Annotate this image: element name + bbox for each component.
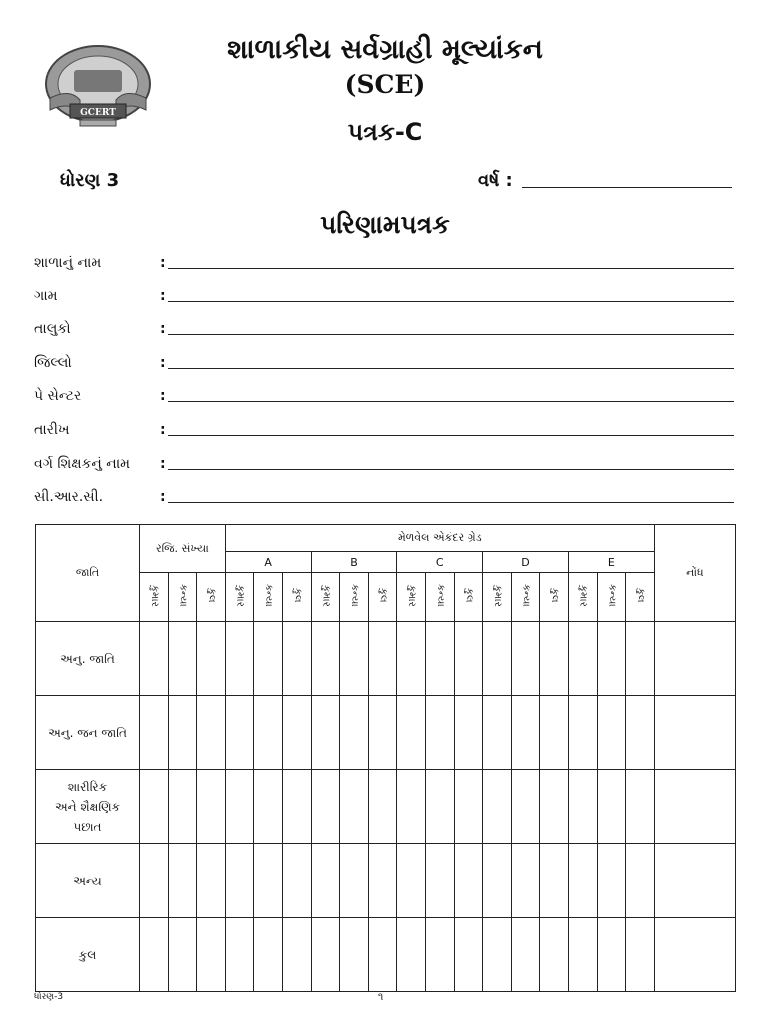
- form-field: [34, 321, 734, 345]
- table-cell[interactable]: [568, 844, 597, 918]
- table-cell[interactable]: [282, 696, 311, 770]
- field-label: પે સેન્ટર: [34, 388, 82, 404]
- field-label: જિલ્લો: [34, 355, 72, 371]
- table-cell[interactable]: [168, 844, 197, 918]
- field-colon: :: [160, 422, 166, 438]
- sub-header-label: કુલ: [463, 588, 475, 603]
- table-cell[interactable]: [454, 918, 483, 992]
- table-cell[interactable]: [282, 918, 311, 992]
- form-field: [34, 355, 734, 379]
- table-cell[interactable]: [511, 770, 540, 844]
- table-cell[interactable]: [368, 918, 397, 992]
- table-cell[interactable]: [197, 770, 226, 844]
- overall-grade-header: મેળવેલ એકંદર ગ્રેડ: [225, 525, 654, 552]
- table-cell[interactable]: [511, 918, 540, 992]
- table-cell[interactable]: [254, 770, 283, 844]
- sub-header-label: કુમાર: [577, 584, 589, 607]
- sub-header-label: કુમાર: [320, 584, 332, 607]
- table-cell[interactable]: [197, 696, 226, 770]
- row-label-line: અનુ. જાતિ: [60, 651, 115, 666]
- table-cell[interactable]: [397, 918, 426, 992]
- table-cell[interactable]: [225, 918, 254, 992]
- field-input-line[interactable]: [168, 401, 734, 402]
- gcert-logo: [40, 40, 156, 132]
- table-row: [36, 622, 736, 696]
- table-cell[interactable]: [568, 770, 597, 844]
- table-cell[interactable]: [340, 918, 369, 992]
- page-title: શાળાકીય સર્વગ્રાહી મૂલ્યાંકન: [227, 34, 543, 65]
- sub-header-cell: [568, 573, 597, 622]
- field-colon: :: [160, 355, 166, 371]
- sub-header-cell: [168, 573, 197, 622]
- row-label-line: અને શૈક્ષણિક: [54, 799, 121, 814]
- sub-header-cell: [540, 573, 569, 622]
- sub-header-label: કુલ: [377, 588, 389, 603]
- sub-header-label: કુલ: [635, 588, 646, 603]
- field-label: તાલુકો: [34, 321, 71, 337]
- field-input-line[interactable]: [168, 435, 734, 436]
- row-label-line: કુલ: [78, 947, 97, 962]
- row-label-line: અનુ. જન જાતિ: [48, 725, 127, 740]
- grade-header: D: [483, 552, 569, 573]
- field-input-line[interactable]: [168, 368, 734, 369]
- footer-grade: ધોરણ-3: [34, 992, 64, 1002]
- table-cell[interactable]: [140, 622, 169, 696]
- sub-header-label: કુમાર: [234, 584, 246, 607]
- results-table: [35, 524, 736, 992]
- table-cell[interactable]: [540, 622, 569, 696]
- table-cell[interactable]: [140, 696, 169, 770]
- field-input-line[interactable]: [168, 268, 734, 269]
- logo-text: GCERT: [80, 108, 116, 118]
- table-cell[interactable]: [540, 844, 569, 918]
- field-input-line[interactable]: [168, 502, 734, 503]
- table-row: [36, 844, 736, 918]
- field-colon: :: [160, 489, 166, 505]
- sub-header-label: કન્યા: [348, 584, 360, 607]
- field-colon: :: [160, 456, 166, 472]
- field-label: શાળાનું નામ: [34, 255, 102, 271]
- form-field: [34, 255, 734, 279]
- sub-header-cell: [511, 573, 540, 622]
- form-field: [34, 456, 734, 480]
- table-cell[interactable]: [626, 696, 655, 770]
- field-colon: :: [160, 321, 166, 337]
- table-cell[interactable]: [597, 918, 626, 992]
- sub-header-label: કન્યા: [434, 584, 446, 607]
- sub-header-cell: [311, 573, 340, 622]
- row-label-line: અન્ય: [73, 873, 102, 888]
- table-cell[interactable]: [483, 696, 512, 770]
- sub-header-label: કુલ: [205, 588, 217, 603]
- table-cell[interactable]: [140, 844, 169, 918]
- row-label-line: પછાત: [73, 819, 102, 834]
- table-cell[interactable]: [597, 622, 626, 696]
- table-cell[interactable]: [654, 696, 735, 770]
- form-field: [34, 388, 734, 412]
- table-cell[interactable]: [397, 770, 426, 844]
- table-cell[interactable]: [168, 770, 197, 844]
- field-colon: :: [160, 388, 166, 404]
- sub-header-cell: [483, 573, 512, 622]
- table-cell[interactable]: [540, 770, 569, 844]
- row-label-line: શારીરિક: [67, 779, 108, 794]
- sub-header-label: કુલ: [291, 588, 303, 603]
- table-cell[interactable]: [197, 622, 226, 696]
- sub-header-cell: [197, 573, 226, 622]
- table-cell[interactable]: [511, 622, 540, 696]
- year-input-line[interactable]: [522, 187, 732, 188]
- table-cell[interactable]: [225, 770, 254, 844]
- table-cell[interactable]: [368, 696, 397, 770]
- table-cell[interactable]: [340, 622, 369, 696]
- caste-header: જાતિ: [36, 525, 140, 622]
- table-cell[interactable]: [597, 844, 626, 918]
- row-label: [36, 844, 140, 918]
- sub-header-label: કન્યા: [263, 584, 275, 607]
- table-cell[interactable]: [311, 918, 340, 992]
- table-cell[interactable]: [397, 844, 426, 918]
- table-cell[interactable]: [540, 918, 569, 992]
- table-cell[interactable]: [425, 770, 454, 844]
- note-header: નોંધ: [654, 525, 735, 622]
- field-label: ગામ: [34, 288, 58, 304]
- table-cell[interactable]: [425, 622, 454, 696]
- table-cell[interactable]: [254, 844, 283, 918]
- table-cell[interactable]: [626, 918, 655, 992]
- table-cell[interactable]: [340, 770, 369, 844]
- table-cell[interactable]: [282, 622, 311, 696]
- table-cell[interactable]: [568, 622, 597, 696]
- table-cell[interactable]: [511, 696, 540, 770]
- table-cell[interactable]: [225, 844, 254, 918]
- table-cell[interactable]: [425, 918, 454, 992]
- sub-header-cell: [368, 573, 397, 622]
- field-label: સી.આર.સી.: [34, 489, 104, 505]
- table-cell[interactable]: [425, 696, 454, 770]
- table-cell[interactable]: [225, 622, 254, 696]
- table-cell[interactable]: [168, 918, 197, 992]
- table-cell[interactable]: [311, 696, 340, 770]
- table-cell[interactable]: [368, 622, 397, 696]
- grade-header: B: [311, 552, 397, 573]
- page-subtitle: (SCE): [344, 70, 426, 99]
- table-cell[interactable]: [197, 918, 226, 992]
- table-cell[interactable]: [654, 844, 735, 918]
- table-cell[interactable]: [511, 844, 540, 918]
- sub-header-cell: [626, 573, 655, 622]
- table-cell[interactable]: [654, 622, 735, 696]
- grade-header: A: [225, 552, 311, 573]
- field-input-line[interactable]: [168, 469, 734, 470]
- sub-header-cell: [282, 573, 311, 622]
- table-cell[interactable]: [654, 770, 735, 844]
- table-cell[interactable]: [311, 844, 340, 918]
- page-number: ૧: [378, 990, 384, 1003]
- grade-label: ધોરણ 3: [60, 170, 120, 191]
- table-cell[interactable]: [454, 622, 483, 696]
- table-cell[interactable]: [597, 770, 626, 844]
- table-cell[interactable]: [540, 696, 569, 770]
- table-cell[interactable]: [168, 696, 197, 770]
- sub-header-label: કન્યા: [520, 584, 532, 607]
- registered-count-header: રજિ. સંખ્યા: [140, 525, 226, 573]
- form-field: [34, 422, 734, 446]
- table-cell[interactable]: [568, 918, 597, 992]
- form-field: [34, 288, 734, 312]
- table-cell[interactable]: [140, 918, 169, 992]
- table-cell[interactable]: [282, 844, 311, 918]
- table-cell[interactable]: [254, 696, 283, 770]
- table-cell[interactable]: [454, 696, 483, 770]
- sub-header-label: કન્યા: [177, 584, 189, 607]
- table-cell[interactable]: [654, 918, 735, 992]
- table-cell[interactable]: [483, 918, 512, 992]
- table-cell[interactable]: [483, 622, 512, 696]
- sub-header-label: કુમાર: [491, 584, 503, 607]
- field-label: તારીખ: [34, 422, 70, 438]
- sub-header-cell: [425, 573, 454, 622]
- form-name: પત્રક-C: [347, 118, 423, 146]
- table-cell[interactable]: [168, 622, 197, 696]
- sub-header-cell: [454, 573, 483, 622]
- sub-header-cell: [397, 573, 426, 622]
- table-cell[interactable]: [368, 844, 397, 918]
- field-input-line[interactable]: [168, 334, 734, 335]
- table-cell[interactable]: [397, 696, 426, 770]
- table-cell[interactable]: [454, 844, 483, 918]
- table-cell[interactable]: [225, 696, 254, 770]
- table-cell[interactable]: [626, 770, 655, 844]
- sub-header-cell: [254, 573, 283, 622]
- table-cell[interactable]: [626, 622, 655, 696]
- row-label: [36, 770, 140, 844]
- table-cell[interactable]: [311, 622, 340, 696]
- field-colon: :: [160, 255, 166, 271]
- table-cell[interactable]: [483, 844, 512, 918]
- form-field: [34, 489, 734, 513]
- table-row: [36, 918, 736, 992]
- year-label: વર્ષ :: [478, 170, 513, 191]
- sub-header-cell: [225, 573, 254, 622]
- table-row: [36, 770, 736, 844]
- sub-header-cell: [140, 573, 169, 622]
- table-cell[interactable]: [368, 770, 397, 844]
- table-cell[interactable]: [197, 844, 226, 918]
- grade-header: C: [397, 552, 483, 573]
- sub-header-cell: [340, 573, 369, 622]
- table-cell[interactable]: [140, 770, 169, 844]
- table-cell[interactable]: [254, 918, 283, 992]
- table-cell[interactable]: [597, 696, 626, 770]
- sub-header-label: કુમાર: [406, 584, 418, 607]
- table-cell[interactable]: [425, 844, 454, 918]
- table-cell[interactable]: [340, 844, 369, 918]
- grade-header: E: [568, 552, 654, 573]
- row-label: [36, 696, 140, 770]
- table-row: [36, 696, 736, 770]
- table-cell[interactable]: [254, 622, 283, 696]
- field-colon: :: [160, 288, 166, 304]
- sub-header-label: કન્યા: [606, 584, 618, 607]
- sub-header-cell: [597, 573, 626, 622]
- field-input-line[interactable]: [168, 301, 734, 302]
- table-cell[interactable]: [282, 770, 311, 844]
- field-label: વર્ગ શિક્ષકનું નામ: [34, 456, 131, 472]
- table-cell[interactable]: [311, 770, 340, 844]
- row-label: [36, 622, 140, 696]
- table-cell[interactable]: [340, 696, 369, 770]
- row-label: [36, 918, 140, 992]
- table-cell[interactable]: [626, 844, 655, 918]
- sub-header-label: કુમાર: [148, 584, 160, 607]
- table-cell[interactable]: [568, 696, 597, 770]
- sub-header-label: કુલ: [549, 588, 561, 603]
- table-cell[interactable]: [397, 622, 426, 696]
- table-cell[interactable]: [483, 770, 512, 844]
- result-sheet-title: પરિણામપત્રક: [320, 210, 450, 239]
- table-cell[interactable]: [454, 770, 483, 844]
